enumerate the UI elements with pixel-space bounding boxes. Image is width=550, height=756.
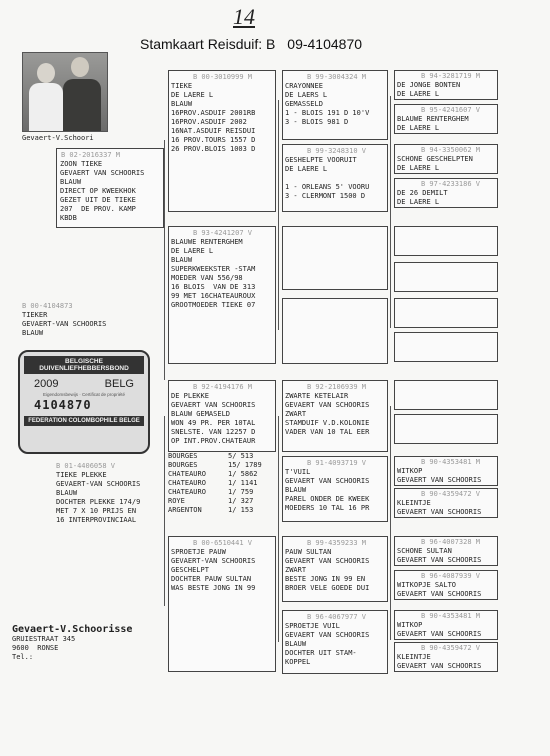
pedigree-line: GEVAERT VAN SCHOORIS: [397, 556, 482, 564]
pedigree-line: BROER VELE GOEDE DUI: [285, 584, 370, 592]
gen4-box: [394, 104, 498, 134]
pedigree-line: 16PROV.ASDUIF 2002: [171, 118, 247, 126]
pedigree-line: GEZET UIT DE TIEKE: [60, 196, 136, 204]
gen4-ring: B 94-3281719 M: [421, 72, 481, 80]
gen4-box: [394, 456, 498, 486]
pedigree-line: 99 MET 16CHATEAUROUX: [171, 292, 256, 300]
gen3-lines: [283, 392, 387, 437]
gen3-lines: [283, 82, 387, 127]
pedigree-line: BLAUW: [171, 100, 193, 108]
pedigree-line: GEVAERT VAN SCHOORIS: [397, 662, 482, 670]
gen2-box-2: [168, 226, 276, 364]
pedigree-line: WON 49 PR. PER 10TAL: [171, 419, 256, 427]
pedigree-line: GEVAERT VAN SCHOORIS: [397, 630, 482, 638]
pedigree-line: 16 PROV.TOURS 1557 D: [171, 136, 256, 144]
gen4-box: [394, 262, 498, 292]
result-row: [168, 488, 276, 497]
pedigree-line: DE LAERE L: [285, 165, 328, 173]
pedigree-line: [285, 174, 387, 183]
gen4-box: [394, 298, 498, 328]
pedigree-line: VADER VAN 10 TAL EER: [285, 428, 370, 436]
result-value: 1/ 5862: [228, 470, 258, 478]
pedigree-line: BLAUW: [171, 256, 193, 264]
pedigree-line: DOCHTER PLEKKE 174/9: [56, 498, 141, 506]
sire-lines: [57, 160, 163, 223]
dam-small-lines: [22, 311, 156, 338]
owner-street: GRUIESTRAAT 345: [12, 635, 76, 643]
bracket-left-2: [164, 416, 165, 606]
gen4-ring: [395, 415, 497, 425]
result-value: 1/ 1141: [228, 479, 258, 487]
result-value: 1/ 759: [228, 488, 254, 496]
owner-name: Gevaert-V.Schoorisse: [12, 624, 133, 635]
gen4-lines: [395, 581, 497, 599]
gen2-ring: B 93-4241207 V: [193, 229, 253, 237]
stamp-top: BELGISCHE DUIVENLIEFHEBBERSBOND: [24, 356, 144, 374]
bracket-right: [390, 96, 391, 328]
result-race: BOURGES: [168, 461, 198, 469]
gen4-ring: B 90-4359472 V: [421, 490, 481, 498]
kbdb-stamp: [18, 350, 150, 454]
owner-block: [12, 624, 132, 662]
pedigree-line: BLAUW: [56, 489, 78, 497]
pedigree-line: KOPPEL: [285, 658, 311, 666]
sire-ring: B 02-2016337 M: [61, 151, 121, 159]
gen4-lines: [395, 547, 497, 565]
gen3-box: [282, 226, 388, 290]
gen4-box: [394, 642, 498, 672]
result-race: ROYE: [168, 497, 185, 505]
gen3-box: [282, 610, 388, 674]
gen3-box: [282, 298, 388, 364]
pedigree-line: ZWARTE KETELAIR: [285, 392, 349, 400]
gen2-box-4: [168, 536, 276, 672]
gen4-box: [394, 332, 498, 362]
bracket-mid: [278, 100, 279, 330]
stamp-year-row: [20, 374, 148, 390]
stamp-year: 2009: [34, 378, 59, 390]
pedigree-line: GESCHELPT: [171, 566, 209, 574]
pedigree-line: DE LAERE L: [397, 90, 440, 98]
gen3-box: [282, 144, 388, 212]
pedigree-line: DE 26 DEMILT: [397, 189, 448, 197]
gen3-lines: [283, 468, 387, 513]
gen4-box: [394, 226, 498, 256]
gen4-box: [394, 144, 498, 174]
gen4-box: [394, 380, 498, 410]
pedigree-line: BLAUWE RENTERGHEM: [397, 115, 469, 123]
pedigree-line: DE LAERE L: [171, 91, 214, 99]
pedigree-line: BLAUW: [60, 178, 82, 186]
dam-small-box: [22, 302, 156, 338]
pedigree-line: GEVAERT VAN SCHOORIS: [285, 477, 370, 485]
pedigree-line: GEVAERT VAN SCHOORIS: [285, 557, 370, 565]
title-text: Stamkaart Reisduif: B: [140, 36, 276, 52]
pedigree-line: GEVAERT-VAN SCHOORIS: [171, 557, 256, 565]
dam-small-ring: B 00-4104873: [22, 302, 73, 310]
gen4-box: [394, 488, 498, 518]
gen2-lines: [169, 238, 275, 310]
pedigree-line: GEMASSELD: [285, 100, 323, 108]
gen2-ring: B 00-6510441 V: [193, 539, 253, 547]
pedigree-line: DE LAERE L: [397, 164, 440, 172]
stamp-country: BELG: [104, 378, 134, 390]
gen3-ring: B 96-4067977 V: [307, 613, 367, 621]
gen4-ring: B 90-4353481 M: [421, 612, 481, 620]
pedigree-line: OP INT.PROV.CHATEAUR: [171, 437, 256, 445]
pedigree-line: SCHONE SULTAN: [397, 547, 452, 555]
gen3-box: [282, 536, 388, 602]
ring-number: 09-4104870: [287, 36, 363, 52]
pedigree-line: 16 INTERPROVINCIAAL: [56, 516, 137, 524]
pedigree-line: MOEDERS 10 TAL 16 PR: [285, 504, 370, 512]
pedigree-line: 3 - BLOIS 981 D: [285, 118, 349, 126]
pedigree-line: 26 PROV.BLOIS 1003 D: [171, 145, 256, 153]
pedigree-line: TIEKE: [171, 82, 193, 90]
result-race: CHATEAURO: [168, 479, 206, 487]
photo-caption: Gevaert-V.Schoori: [22, 134, 94, 142]
gen3-ring: B 99-3004324 M: [307, 73, 367, 81]
result-value: 1/ 327: [228, 497, 254, 505]
pedigree-line: WITKOPJE SALTO: [397, 581, 457, 589]
pedigree-line: DOCHTER PAUW SULTAN: [171, 575, 252, 583]
pedigree-line: TIEKER: [22, 311, 48, 319]
pedigree-line: GEVAERT VAN SCHOORIS: [397, 590, 482, 598]
gen3-ring: B 99-3248310 V: [307, 147, 367, 155]
pedigree-line: GEVAERT VAN SCHOORIS: [397, 476, 482, 484]
card-title: [140, 36, 362, 52]
result-row: [168, 470, 276, 479]
gen4-box: [394, 536, 498, 566]
pedigree-line: ZWART: [285, 410, 307, 418]
gen4-box: [394, 570, 498, 600]
result-row: [168, 452, 276, 461]
pedigree-line: BLAUW GEMASELD: [171, 410, 231, 418]
pedigree-line: GEVAERT VAN SCHOORIS: [285, 401, 370, 409]
pedigree-line: SPROETJE VUIL: [285, 622, 340, 630]
pedigree-line: STAMDUIF V.D.KOLONIE: [285, 419, 370, 427]
gen3-box: [282, 70, 388, 140]
gen4-ring: [395, 381, 497, 391]
gen4-ring: B 90-4353481 M: [421, 458, 481, 466]
gen4-lines: [395, 653, 497, 671]
result-row: [168, 479, 276, 488]
result-race: CHATEAURO: [168, 488, 206, 496]
pedigree-line: 207 DE PROV. KAMP: [60, 205, 136, 213]
pedigree-line: DE LAERE L: [397, 124, 440, 132]
results-list: [168, 452, 276, 515]
gen3-box: [282, 456, 388, 522]
pedigree-line: SPROETJE PAUW: [171, 548, 226, 556]
pedigree-line: MET 7 X 10 PRIJS EN: [56, 507, 137, 515]
gen4-lines: [395, 467, 497, 485]
pedigree-line: TIEKE PLEKKE: [56, 471, 107, 479]
dam-main-box: [56, 462, 164, 525]
pedigree-line: BESTE JONG IN 99 EN: [285, 575, 366, 583]
pedigree-line: MOEDER VAN 556/98: [171, 274, 243, 282]
owner-photo: [22, 52, 108, 132]
gen2-ring: B 00-3010999 M: [193, 73, 253, 81]
pedigree-line: 16NAT.ASDUIF REISDUI: [171, 127, 256, 135]
pedigree-line: T'VUIL: [285, 468, 311, 476]
gen4-box: [394, 70, 498, 100]
gen4-ring: [395, 299, 497, 309]
pedigree-line: CRAYONNEE: [285, 82, 323, 90]
result-value: 5/ 513: [228, 452, 254, 460]
pedigree-line: DE JONGE BONTEN: [397, 81, 461, 89]
pedigree-line: KBDB: [60, 214, 77, 222]
bracket-right-2: [390, 406, 391, 640]
stamp-number: 4104870: [34, 398, 92, 412]
pedigree-line: 16 BLOIS VAN DE 313: [171, 283, 256, 291]
gen4-ring: B 94-3350062 M: [421, 146, 481, 154]
result-race: ARGENTON: [168, 506, 202, 514]
pedigree-line: WITKOP: [397, 621, 423, 629]
result-race: BOURGES: [168, 452, 198, 460]
gen3-lines: [283, 622, 387, 667]
gen4-lines: [395, 621, 497, 639]
pedigree-line: GEVAERT-VAN SCHOORIS: [22, 320, 107, 328]
pedigree-line: SNELSTE. VAN 12257 D: [171, 428, 256, 436]
gen4-ring: [395, 263, 497, 273]
bracket-mid-2: [278, 416, 279, 642]
pedigree-line: GEVAERT VAN SCHOORIS: [285, 631, 370, 639]
gen3-ring: B 91-4093719 V: [307, 459, 367, 467]
gen3-box: [282, 380, 388, 452]
pedigree-line: ZOON TIEKE: [60, 160, 103, 168]
result-row: [168, 506, 276, 515]
gen2-ring: B 92-4194176 M: [193, 383, 253, 391]
gen4-lines: [395, 189, 497, 207]
result-row: [168, 497, 276, 506]
result-row: [168, 461, 276, 470]
pedigree-line: GROOTMOEDER TIEKE 07: [171, 301, 256, 309]
sire-box: [56, 148, 164, 228]
dam-main-lines: [56, 471, 164, 525]
gen2-lines: [169, 82, 275, 154]
gen4-lines: [395, 115, 497, 133]
gen3-ring: B 99-4359233 M: [307, 539, 367, 547]
pedigree-line: GESHELPTE VOORUIT: [285, 156, 357, 164]
pedigree-line: DE LAERE L: [397, 198, 440, 206]
stamp-bottom: FEDERATION COLOMBOPHILE BELGE: [24, 416, 144, 426]
pedigree-line: DE LAERS L: [285, 91, 328, 99]
pedigree-line: ZWART: [285, 566, 307, 574]
pedigree-line: SUPERKWEEKSTER -STAM: [171, 265, 256, 273]
gen4-ring: B 95-4241607 V: [421, 106, 481, 114]
pedigree-line: GEVAERT-VAN SCHOORIS: [56, 480, 141, 488]
page-number: 14: [233, 4, 255, 29]
pedigree-line: WITKOP: [397, 467, 423, 475]
gen4-ring: [395, 227, 497, 237]
bracket-left: [164, 140, 165, 380]
pedigree-line: 3 - CLERMONT 1500 D: [285, 192, 366, 200]
pedigree-line: KLEINTJE: [397, 499, 431, 507]
gen4-box: [394, 610, 498, 640]
result-value: 1/ 153: [228, 506, 254, 514]
gen2-lines: [169, 392, 275, 446]
pedigree-line: BLAUW: [285, 640, 307, 648]
gen2-box-3: [168, 380, 276, 452]
gen4-ring: B 90-4359472 V: [421, 644, 481, 652]
gen4-ring: B 97-4233186 V: [421, 180, 481, 188]
gen3-ring: B 92-2106939 M: [307, 383, 367, 391]
pedigree-line: PAUW SULTAN: [285, 548, 332, 556]
pedigree-line: SCHONE GESCHELPTEN: [397, 155, 473, 163]
pedigree-line: DOCHTER UIT STAM-: [285, 649, 357, 657]
result-value: 15/ 1789: [228, 461, 262, 469]
gen4-lines: [395, 155, 497, 173]
gen3-lines: [283, 156, 387, 201]
gen2-lines: [169, 548, 275, 593]
pedigree-line: DE PLEKKE: [171, 392, 209, 400]
gen4-lines: [395, 81, 497, 99]
pedigree-line: DIRECT OP KWEEKHOK: [60, 187, 136, 195]
pedigree-line: GEVAERT VAN SCHOORIS: [397, 508, 482, 516]
pedigree-line: GEVAERT VAN SCHOORIS: [60, 169, 145, 177]
owner-city: 9600 RONSE: [12, 644, 59, 652]
pedigree-line: DE LAERE L: [171, 247, 214, 255]
dam-main-ring: B 01-4406058 V: [56, 462, 116, 470]
pedigree-line: GEVAERT VAN SCHOORIS: [171, 401, 256, 409]
pedigree-line: PAREL ONDER DE KWEEK: [285, 495, 370, 503]
pedigree-line: 1 - BLOIS 191 D 10'V: [285, 109, 370, 117]
pedigree-line: 1 - ORLEANS 5' VOORU: [285, 183, 370, 191]
gen4-ring: B 96-4087939 V: [421, 572, 481, 580]
pedigree-line: KLEINTJE: [397, 653, 431, 661]
pedigree-line: BLAUWE RENTERGHEM: [171, 238, 243, 246]
pedigree-line: BLAUW: [22, 329, 44, 337]
pedigree-line: WAS BESTE JONG IN 99: [171, 584, 256, 592]
pedigree-line: BLAUW: [285, 486, 307, 494]
gen2-box-1: [168, 70, 276, 212]
gen4-box: [394, 414, 498, 444]
gen4-ring: B 96-4007328 M: [421, 538, 481, 546]
gen4-ring: [395, 333, 497, 343]
gen3-lines: [283, 548, 387, 593]
owner-tel: Tel.:: [12, 653, 34, 661]
stamp-small: Eigendomsbewijs · Certificat de propriété: [42, 392, 126, 397]
gen4-lines: [395, 499, 497, 517]
pedigree-line: 16PROV.ASDUIF 2001RB: [171, 109, 256, 117]
result-race: CHATEAURO: [168, 470, 206, 478]
gen4-box: [394, 178, 498, 208]
